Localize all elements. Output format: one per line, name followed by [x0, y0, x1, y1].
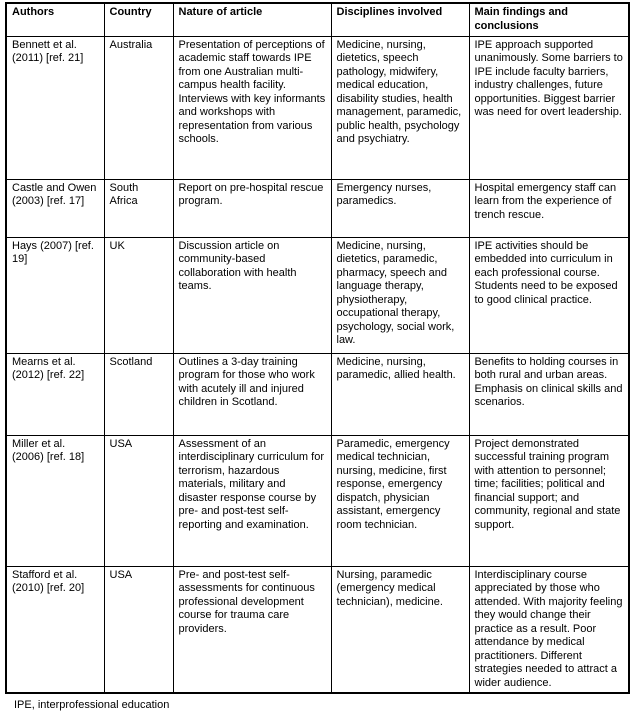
cell-nature: Report on pre-hospital rescue program. [173, 179, 331, 237]
table-row [6, 36, 629, 179]
cell-disciplines: Nursing, paramedic (emergency medical technician), medicine. [331, 566, 469, 693]
table-footnote: IPE, interprofessional education [14, 699, 170, 711]
cell-nature: Outlines a 3-day training program for those who work with acutely ill and injured children in Scotland. [173, 353, 331, 435]
cell-country: Australia [104, 36, 173, 179]
studies-table [5, 2, 630, 694]
column-header-findings: Main findings and conclusions [469, 3, 629, 36]
table-row [6, 435, 629, 566]
cell-disciplines: Paramedic, emergency medical technician, nursing, medicine, first response, emergency dispatch, physician assistant, emergency room technician. [331, 435, 469, 566]
table-row [6, 566, 629, 693]
table-row [6, 353, 629, 435]
cell-findings: IPE activities should be embedded into curriculum in each professional course. Students need to be exposed to good clinical practice. [469, 237, 629, 353]
cell-country: USA [104, 566, 173, 693]
cell-country: Scotland [104, 353, 173, 435]
cell-findings: Project demonstrated successful training program with attention to personnel; time; facilities; political and financial support; and community, regional and state support. [469, 435, 629, 566]
column-header-country: Country [104, 3, 173, 36]
cell-findings: Hospital emergency staff can learn from the experience of trench rescue. [469, 179, 629, 237]
cell-authors: Mearns et al. (2012) [ref. 22] [6, 353, 104, 435]
column-header-authors: Authors [6, 3, 104, 36]
cell-disciplines: Medicine, nursing, paramedic, allied health. [331, 353, 469, 435]
cell-nature: Presentation of perceptions of academic staff towards IPE from one Australian multi-campus health facility. Interviews with key informants and workshops with representation from various schools. [173, 36, 331, 179]
cell-disciplines: Medicine, nursing, dietetics, speech pathology, midwifery, medical education, disability studies, health management, paramedic, public health, psychology and psychiatry. [331, 36, 469, 179]
cell-authors: Miller et al. (2006) [ref. 18] [6, 435, 104, 566]
cell-country: South Africa [104, 179, 173, 237]
cell-nature: Discussion article on community-based collaboration with health teams. [173, 237, 331, 353]
cell-nature: Pre- and post-test self-assessments for continuous professional development course for trauma care providers. [173, 566, 331, 693]
cell-authors: Bennett et al. (2011) [ref. 21] [6, 36, 104, 179]
cell-disciplines: Emergency nurses, paramedics. [331, 179, 469, 237]
cell-findings: Benefits to holding courses in both rural and urban areas. Emphasis on clinical skills and scenarios. [469, 353, 629, 435]
cell-nature: Assessment of an interdisciplinary curriculum for terrorism, hazardous materials, military and disaster response course by pre- and post-test self-reporting and examination. [173, 435, 331, 566]
table-row [6, 179, 629, 237]
cell-country: UK [104, 237, 173, 353]
cell-country: USA [104, 435, 173, 566]
cell-authors: Hays (2007) [ref. 19] [6, 237, 104, 353]
cell-authors: Stafford et al. (2010) [ref. 20] [6, 566, 104, 693]
cell-authors: Castle and Owen (2003) [ref. 17] [6, 179, 104, 237]
cell-findings: IPE approach supported unanimously. Some barriers to IPE include faculty barriers, industry challenges, future opportunities. Biggest barrier was need for overt leadership. [469, 36, 629, 179]
table-row [6, 237, 629, 353]
cell-disciplines: Medicine, nursing, dietetics, paramedic, pharmacy, speech and language therapy, physiotherapy, occupational therapy, psychology, social work, law. [331, 237, 469, 353]
cell-findings: Interdisciplinary course appreciated by those who attended. With majority feeling they would change their practice as a result. Poor attendance by medical practitioners. Different strategies needed to attract a wider audience. [469, 566, 629, 693]
table-header-row [6, 3, 629, 36]
column-header-nature: Nature of article [173, 3, 331, 36]
column-header-disciplines: Disciplines involved [331, 3, 469, 36]
